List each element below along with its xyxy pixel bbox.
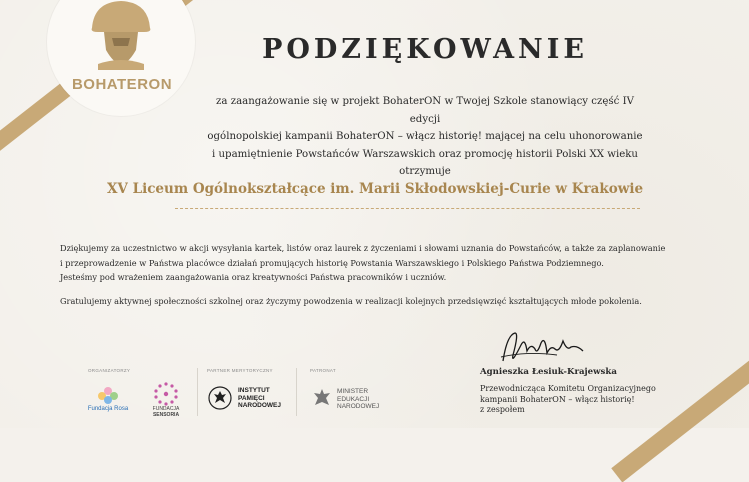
signer-role (480, 384, 680, 416)
signer-role-line: kampanii BohaterON – włącz historię! (480, 394, 635, 404)
sensoria-label-line: FUNDACJA (152, 406, 180, 412)
fundacja-rosa-label: Fundacja Rosa (87, 406, 129, 412)
logo-wordmark: BOHATERON (71, 76, 173, 93)
men-label-line: MINISTER (337, 388, 369, 395)
body-line: i przeprowadzenie w Państwa placówce działań promujących historię Powstania Warszawskiego i Polskiego Państwa Podziemnego. (60, 257, 604, 268)
men-eagle-icon (311, 387, 333, 411)
body-line: Jesteśmy pod wrażeniem zaangażowania oraz kreatywności Państwa pracowników i uczniów. (60, 272, 447, 282)
sensoria-label (140, 406, 192, 418)
body-text (60, 241, 700, 308)
fundacja-rosa-logo-icon (90, 383, 126, 419)
partner-label: PARTNER MERYTORYCZNY (207, 368, 273, 373)
ipn-eagle-icon (208, 386, 232, 410)
body-line: Gratulujemy aktywnej społeczności szkolnej oraz życzymy powodzenia w realizacji kolejnych przedsięwzięć kształtujących młode pokolenia. (60, 295, 642, 306)
men-label-line: EDUKACJI (337, 395, 370, 403)
dashed-divider (175, 208, 640, 209)
intro-line: ogólnopolskiej kampanii BohaterON – włącz historię! mającej na celu uhonorowanie (207, 131, 643, 142)
ipn-label-line: PAMIĘCI (238, 394, 265, 402)
certificate-title: PODZIĘKOWANIE (262, 34, 588, 65)
soldier-helmet-icon (82, 0, 160, 70)
signer-role-line: z zespołem (480, 405, 525, 414)
intro-text (200, 93, 650, 181)
patron-label: PATRONAT (310, 368, 336, 373)
intro-line: za zaangażowanie się w projekt BohaterON w Twojej Szkole stanowiący część IV edycji (216, 96, 634, 125)
intro-line: otrzymuje (399, 166, 451, 177)
organizers-label: ORGANIZATORZY (88, 368, 131, 373)
intro-line: i upamiętnienie Powstańców Warszawskich oraz promocję historii Polski XX wieku (211, 148, 638, 160)
body-line: Dziękujemy za uczestnictwo w akcji wysyłania kartek, listów oraz laurek z życzeniami i słowami uznania do Powstańców, a także za zaplanowanie (60, 243, 666, 253)
ipn-label-line: INSTYTUT (238, 387, 270, 394)
signer-block (480, 367, 680, 416)
men-label-line: NARODOWEJ (337, 403, 380, 410)
footer-separator (197, 368, 198, 416)
footer-separator (296, 368, 297, 416)
signer-name: Agnieszka Łesiuk-Krajewska (480, 367, 617, 377)
handwritten-signature (497, 325, 587, 370)
ipn-label-line: NARODOWEJ (238, 402, 281, 409)
sensoria-label-line: SENSORIA (152, 412, 180, 418)
recipient-name: XV Liceum Ogólnokształcące im. Marii Skłodowskiej-Curie w Krakowie (106, 181, 644, 197)
signer-role-line: Przewodnicząca Komitetu Organizacyjnego (480, 384, 656, 393)
ipn-label (238, 387, 281, 410)
men-label (337, 388, 379, 411)
